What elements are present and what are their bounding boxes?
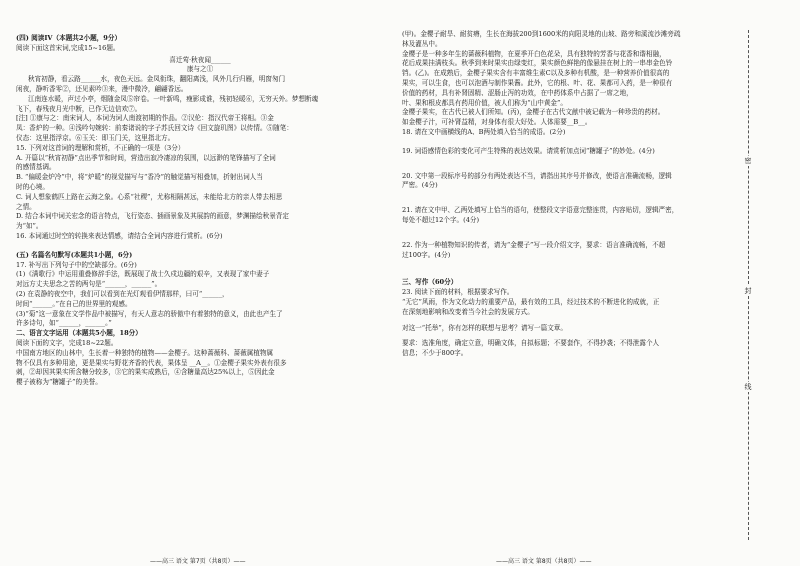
passage-line: 如金樱子汁，可补肾益精，对身体有很大好处。人体需要__B__。 — [402, 118, 592, 127]
binding-line — [748, 30, 749, 540]
passage-line: 中国南方地区的山林中，生长着一种独特的植物——金樱子。这种蔷薇科、蔷薇属植物属 — [16, 348, 274, 357]
poem-line: 江南连水暖，声过小亭，烟随金凤⑤帘卷。一叶新鸣，瘦影成谁，残初轻暖⑥，无穷天外。梦想断魂 — [28, 94, 319, 103]
option-line: A. 开篇以“秋宵初静”点出季节和时间，营造出寂冷凄凉的氛围，以远渺的笔锋描写了全词 — [16, 153, 276, 162]
question-20-line: 严密。(4分) — [402, 181, 438, 190]
question-23: 23. 阅读下面的材料，根据要求写作。 — [402, 288, 514, 297]
passage-continued — [402, 30, 732, 128]
question-17: 17. 补写出下列句子中的空缺部分。(6分) — [16, 260, 137, 269]
binding-char-mi: 密 — [741, 156, 755, 166]
question-22-line: 过100字。(4分) — [402, 250, 451, 259]
question-15: 15. 下列对这首词的理解和赏析，不正确的一项是（3分） — [16, 143, 185, 152]
option-line: D. 结合本词中词关宏念的语言特点，飞行姿态、插画景象及其展韵的画意，梦渊描绘秋景背定 — [16, 212, 289, 221]
note-line: 仪态：这里指浮京。⑥玉关：即玉门关，这里指北方。 — [16, 133, 175, 142]
material-line: 对这一“托举”，你有怎样的联想与思考？请写一篇文章。 — [402, 323, 567, 332]
passage-line: (甲)。金樱子耐旱、耐贫瘠，生长在海拔200到1600米的向阳灵地的山坡、路旁和溪流沙滩旁疏 — [402, 30, 681, 38]
question-16: 16. 本词通过时空的转换来表达情感，请结合全词内容进行赏析。(6分) — [16, 231, 223, 240]
material-line: 要求：选准角度，确定立意，明确文体，自拟标题；不要套作，不得抄袭；不得泄露个人 — [402, 339, 660, 348]
fill-line: (3)“菊”这一意象在文学作品中被描写，有天人意志的骄傲中有着独特的意义，由此也产生了 — [16, 309, 283, 318]
passage-line: 花后成果挂满枝头。秋季到来时果实由绿变红，果实颜色鲜艳的像悬挂在树上的一串串金色铃 — [402, 59, 673, 68]
question-21-line: 21. 请在文中甲、乙两处填写上恰当的语句，使整段文字语意完整连贯，内容贴切，逻辑严密， — [402, 206, 679, 215]
passage-line: 叶、果和根皮都具有药用价值，被人们称为“山中黄金”。 — [402, 98, 567, 107]
poem-line: 闲夜，静听香零②，还见素吟③来，漫中微冷，翩翩香远。 — [16, 84, 188, 93]
question-21-line: 每处不超过12个字。(4分) — [402, 215, 480, 224]
option-line: 之情。 — [16, 202, 36, 211]
fill-line: (1)《满歌行》中运用重叠修辞手法，既展现了战士久戍边疆的艰辛，又表现了家中妻子 — [16, 270, 270, 279]
question-22-line: 22. 作为一种植物知识的传者，请为“金樱子”写一段介绍文字，要求：语言准确流畅，不超 — [402, 240, 666, 249]
material-line: 信息；不少于800字。 — [402, 349, 468, 358]
page-footer-left: ——高三 语文 第7页（共8页）—— — [150, 558, 246, 565]
binding-char-feng: 封 — [741, 286, 755, 296]
passage-line: 铛。(乙)。在成熟后，金樱子果实含有丰富维生素C以及多种有机酸，是一种营养价值很高的 — [402, 69, 670, 78]
passage-line: 林及灌丛中。 — [402, 39, 442, 48]
question-18: 18. 请在文中画横线的A、B两处填入恰当的成语。(2分) — [402, 127, 566, 136]
binding-char-xian: 线 — [741, 382, 755, 392]
question-15-options — [16, 154, 384, 232]
poem-body — [16, 75, 384, 114]
passage-line: 物不仅具有多种用途，更是果实与野花齐香的代表，果体呈 __A__。①金樱子果实外表有很多 — [16, 358, 287, 367]
passage-line: 价值的药材，具有补肾固精、涩肠止泻的功效，在中药体系中占据了一席之地， — [402, 88, 633, 97]
fill-line: 许多诗句，如“______，______。” — [16, 319, 112, 328]
left-column — [16, 34, 384, 388]
passage-line: 金樱子是一种多年生的蔷薇科植物，在夏季开白色花朵，具有独特的芳香与花香和谐相融， — [402, 49, 666, 58]
poem-line: 飞下，春残夜月光中断，已作无边信欢⑦。 — [16, 104, 142, 113]
passage — [16, 349, 384, 388]
option-line: B. “偏暖金炉冷”中，将“炉暖”的视觉描写与“香冷”的触觉描写相叠加，折射出词人当 — [16, 173, 263, 182]
option-line: 为“如”。 — [16, 222, 43, 231]
note-line: [注] ①康与之：南宋词人，本词为词人南渡初期的作品。②汉伦：指汉代帝王将相。③金 — [16, 114, 274, 123]
question-20-line: 20. 文中第一段标序号的部分有两处表达不当，请指出其序号并修改，使语言准确流畅，逻辑 — [402, 171, 672, 180]
passage-line: 金樱子果实，在古代已被人们所知。(丙)，金樱子在古代文献中被记载为一种珍贵的药材。 — [402, 108, 665, 117]
poem-author: 康与之① — [186, 65, 214, 74]
section-3-heading: 三、写作（60分） — [402, 278, 458, 287]
fill-line: 时间“______。”在自己的世界里的观感。 — [16, 299, 132, 308]
section-4-intro: 阅读下面这首宋词,完成15~16题。 — [16, 43, 120, 52]
question-17-items — [16, 270, 384, 329]
option-line: C. 词人想象鹤匹上路在云海之象。心系“社稷”，尤称相隔甚远，未能给北方的亲人带去相思 — [16, 192, 283, 201]
fill-line: (2) 在袁静的夜空中，我们可以看到在光灯观看伊情那样，曰可“______， — [16, 289, 229, 298]
material-line: 在深刻地影响和改变着当今社会的发展方式。 — [402, 307, 534, 316]
question-19: 19. 词语感情色彩的变化可产生特殊的表达效果。请赏析加点词“糖罐子”的妙处。(4分) — [402, 146, 655, 155]
note-line: 凤：香炉的一种。④浅吟句婉转：前秦诸说的字子苏氏回文诗《回文旋玑图》以传情。⑤随笔： — [16, 124, 293, 133]
passage-line: 果实，可以生食，也可以泡酒与制作果酱。此外，它的根、叶、花、果都可入药，是一种很有 — [402, 78, 673, 87]
poem-notes — [16, 114, 384, 143]
poem-title: 喜迁莺·秋夜闻______ — [169, 55, 231, 64]
writing-material — [402, 298, 732, 359]
passage-line: 刺，②却因其果实所含糖分较多，③它的果实成熟后，④含糖量高达25%以上，⑤因此金 — [16, 368, 275, 377]
passage-line: 樱子被称为“糖罐子”的美誉。 — [16, 378, 102, 387]
page-footer-right: ——高三 语文 第8页（共8页）—— — [496, 558, 592, 565]
section-2-heading: 二、语言文字运用（本题共5小题，18分） — [16, 329, 142, 338]
right-column — [402, 30, 732, 359]
section-2-intro: 阅读下面的文字，完成18~22题。 — [16, 338, 118, 347]
option-line: 的感情基调。 — [16, 163, 56, 172]
material-line: “无它”风雨，作为文化动力的重要产品，最有效的工具，经过技术的不断进化的成就，正 — [402, 297, 660, 306]
section-4-heading: (四) 阅读IV（本题共2小题，9分） — [16, 34, 122, 42]
option-line: 时的心境。 — [16, 182, 49, 191]
fill-line: 对远方丈夫思念之苦的两句是“______，______”。 — [16, 280, 162, 289]
section-5-heading: (五) 名篇名句默写(本题共1小题，6分) — [16, 250, 133, 259]
poem-line: 秋宵初静，看云路______水，夜色天远。金凤衔珠，翻阳离浅，风外几行归雁，明窗匆门 — [28, 75, 286, 84]
